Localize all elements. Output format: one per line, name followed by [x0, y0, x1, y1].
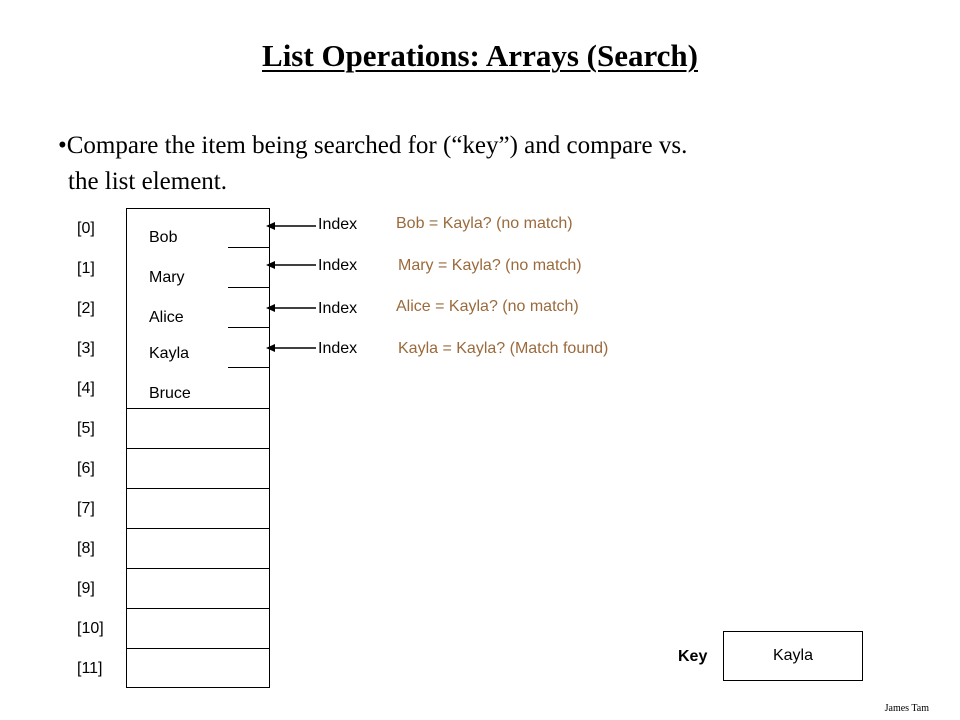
- comparison-text-0: Bob = Kayla? (no match): [396, 215, 573, 232]
- index-pointer-label: Index: [318, 340, 358, 357]
- array-cell-value: Bruce: [149, 385, 191, 402]
- bullet-line-1: •Compare the item being searched for (“key”) and compare vs.: [58, 132, 688, 159]
- index-label-10: [10]: [77, 620, 104, 637]
- index-label-5: [5]: [77, 420, 95, 437]
- index-label-0: [0]: [77, 220, 95, 237]
- key-label: Key: [678, 648, 708, 665]
- comparison-text-2: Alice = Kayla? (no match): [396, 298, 579, 315]
- arrow-0: [266, 222, 316, 230]
- arrow-1: [266, 261, 316, 269]
- arrow-2: [266, 304, 316, 312]
- comparison-text-1: Mary = Kayla? (no match): [398, 257, 582, 274]
- bullet-line-2: the list element.: [68, 168, 227, 195]
- index-label-8: [8]: [77, 540, 95, 557]
- array-cell-value: Kayla: [149, 345, 190, 362]
- author-credit: James Tam: [884, 703, 929, 714]
- array-cell-value: Mary: [149, 269, 185, 286]
- index-label-1: [1]: [77, 260, 95, 277]
- key-box: [723, 631, 863, 681]
- slide-title: List Operations: Arrays (Search): [262, 38, 698, 73]
- arrow-3: [266, 344, 316, 352]
- index-label-7: [7]: [77, 500, 95, 517]
- index-label-6: [6]: [77, 460, 95, 477]
- key-value: Kayla: [772, 647, 814, 664]
- index-label-4: [4]: [77, 380, 95, 397]
- index-label-3: [3]: [77, 340, 95, 357]
- index-label-9: [9]: [77, 580, 95, 597]
- array-cell-value: Bob: [149, 229, 178, 246]
- index-label-2: [2]: [77, 300, 95, 317]
- index-pointer-label: Index: [318, 216, 358, 233]
- index-label-11: [11]: [77, 660, 103, 677]
- index-pointer-label: Index: [318, 300, 358, 317]
- array-cell-value: Alice: [149, 309, 184, 326]
- comparison-text-3: Kayla = Kayla? (Match found): [398, 340, 609, 357]
- index-pointer-label: Index: [318, 257, 358, 274]
